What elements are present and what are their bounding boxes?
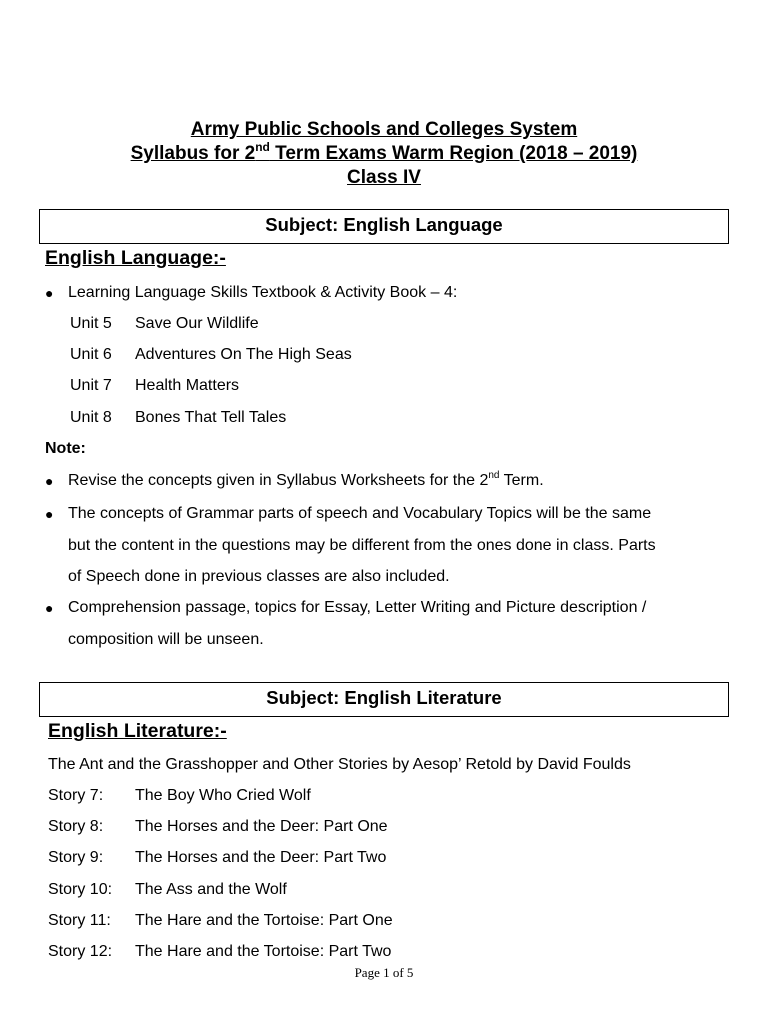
document-header: [0, 118, 768, 190]
story-row: [48, 786, 311, 806]
bullet-icon: ●: [45, 473, 54, 489]
note-item-1: [68, 471, 544, 491]
story-number: Story 9:: [48, 849, 104, 866]
story-title: The Boy Who Cried Wolf: [135, 787, 311, 804]
story-row: [48, 911, 393, 931]
unit-row: [70, 376, 239, 396]
unit-number: Unit 5: [70, 315, 112, 332]
story-title: The Hare and the Tortoise: Part Two: [135, 943, 392, 960]
unit-row: [70, 314, 259, 334]
unit-title: Adventures On The High Seas: [135, 346, 352, 363]
header-class: Class IV: [347, 167, 421, 188]
story-row: [48, 817, 388, 837]
unit-title: Bones That Tell Tales: [135, 409, 287, 426]
note-item-1-post: Term.: [499, 472, 544, 489]
unit-row: [70, 408, 286, 428]
story-title: The Hare and the Tortoise: Part One: [135, 912, 393, 929]
story-row: [48, 942, 391, 962]
story-row: [48, 848, 386, 868]
section-heading-literature: English Literature:-: [48, 720, 227, 742]
note-item-1-sup: nd: [488, 469, 500, 481]
story-number: Story 12:: [48, 943, 113, 960]
unit-number: Unit 6: [70, 346, 112, 363]
header-organization: Army Public Schools and Colleges System: [190, 119, 578, 140]
subject-box-language: Subject: English Language: [39, 209, 729, 244]
bullet-icon: ●: [45, 506, 54, 522]
unit-row: [70, 345, 352, 365]
note-item-1-pre: Revise the concepts given in Syllabus Worksheets for the 2: [68, 472, 489, 489]
header-syllabus-title-post: Term Exams Warm Region (2018 – 2019): [269, 143, 638, 164]
header-syllabus-title-sup: nd: [255, 139, 270, 154]
page-number-footer: Page 1 of 5: [354, 965, 414, 980]
story-title: The Ass and the Wolf: [135, 881, 287, 898]
bullet-icon: ●: [45, 285, 54, 301]
story-number: Story 11:: [48, 912, 111, 929]
unit-title: Save Our Wildlife: [135, 315, 259, 332]
note-label: Note:: [45, 440, 86, 457]
story-title: The Horses and the Deer: Part One: [135, 818, 388, 835]
section-heading-language: English Language:-: [45, 247, 226, 269]
bullet-icon: ●: [45, 600, 54, 616]
story-number: Story 10:: [48, 881, 113, 898]
story-number: Story 8:: [48, 818, 104, 835]
header-syllabus-title-pre: Syllabus for 2: [130, 143, 256, 164]
story-row: [48, 880, 287, 900]
note-item-2-line-2: but the content in the questions may be different from the ones done in class. Parts: [68, 537, 656, 554]
unit-title: Health Matters: [135, 377, 240, 394]
bullet-intro-text: Learning Language Skills Textbook & Activity Book – 4:: [68, 284, 458, 301]
unit-number: Unit 7: [70, 377, 112, 394]
note-item-3-line-1: Comprehension passage, topics for Essay, Letter Writing and Picture description /: [68, 599, 647, 616]
header-syllabus-title: [0, 139, 768, 166]
story-number: Story 7:: [48, 787, 104, 804]
note-item-2-line-3: of Speech done in previous classes are also included.: [68, 568, 450, 585]
story-title: The Horses and the Deer: Part Two: [135, 849, 387, 866]
literature-book-title: The Ant and the Grasshopper and Other Stories by Aesop’ Retold by David Foulds: [48, 756, 631, 773]
note-item-3-line-2: composition will be unseen.: [68, 631, 264, 648]
note-item-2-line-1: The concepts of Grammar parts of speech and Vocabulary Topics will be the same: [68, 505, 652, 522]
subject-box-literature: Subject: English Literature: [39, 682, 729, 717]
unit-number: Unit 8: [70, 409, 112, 426]
